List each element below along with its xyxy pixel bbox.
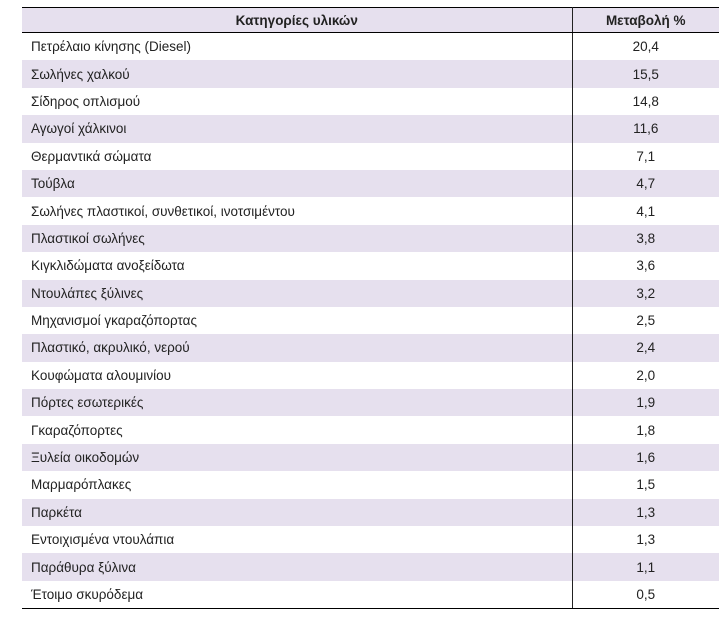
cell-change-percent: 4,7 <box>572 170 719 197</box>
cell-change-percent: 20,4 <box>632 39 659 55</box>
cell-change-percent: 14,8 <box>632 93 659 109</box>
table-row <box>22 334 719 361</box>
cell-category: Ντουλάπες ξύλινες <box>22 280 572 307</box>
cell-change-percent: 3,6 <box>636 258 656 274</box>
cell-category: Σίδηρος οπλισμού <box>22 88 572 115</box>
cell-change-percent: 4,1 <box>636 203 656 219</box>
table-row <box>22 143 719 170</box>
table-row <box>22 499 719 526</box>
cell-category: Έτοιμο σκυρόδεμα <box>22 581 572 609</box>
cell-change-percent: 3,2 <box>572 280 719 307</box>
table-row <box>22 581 719 609</box>
cell-category: Θερμαντικά σώματα <box>22 143 572 170</box>
cell-change-percent: 11,6 <box>572 115 719 142</box>
table-row <box>22 416 719 443</box>
cell-category: Παρκέτα <box>22 499 572 526</box>
table-row <box>22 362 719 389</box>
cell-category: Κουφώματα αλουμινίου <box>22 362 572 389</box>
table-row <box>22 115 719 142</box>
cell-change-percent: 2,4 <box>572 334 719 361</box>
cell-change-percent: 2,0 <box>636 367 656 383</box>
table-row <box>22 444 719 471</box>
table-header-row <box>22 8 719 33</box>
cell-category: Κιγκλιδώματα ανοξείδωτα <box>22 252 572 279</box>
materials-table-container <box>22 7 719 609</box>
cell-category: Παράθυρα ξύλινα <box>22 553 572 580</box>
header-category: Κατηγορίες υλικών <box>22 8 572 33</box>
table-body <box>22 33 719 609</box>
cell-category: Πλαστικοί σωλήνες <box>22 225 572 252</box>
cell-category: Σωλήνες χαλκού <box>22 60 572 87</box>
cell-change-percent: 3,8 <box>572 225 719 252</box>
cell-category: Αγωγοί χάλκινοι <box>22 115 572 142</box>
cell-change-percent: 1,3 <box>572 499 719 526</box>
cell-change-percent: 1,6 <box>572 444 719 471</box>
table-row <box>22 33 719 61</box>
table-row <box>22 252 719 279</box>
cell-change-percent: 2,5 <box>636 313 656 329</box>
header-change-percent: Μεταβολή % <box>572 8 719 33</box>
cell-change-percent: 1,3 <box>636 532 656 548</box>
cell-category: Πλαστικό, ακρυλικό, νερού <box>22 334 572 361</box>
table-row <box>22 389 719 416</box>
cell-category: Γκαραζόπορτες <box>22 416 572 443</box>
table-row <box>22 280 719 307</box>
cell-category: Πετρέλαιο κίνησης (Diesel) <box>22 33 572 61</box>
table-row <box>22 471 719 498</box>
cell-change-percent: 1,8 <box>636 422 656 438</box>
materials-price-change-table <box>22 7 719 609</box>
cell-change-percent: 0,5 <box>572 581 719 609</box>
table-row <box>22 170 719 197</box>
cell-category: Μηχανισμοί γκαραζόπορτας <box>22 307 572 334</box>
cell-category: Τούβλα <box>22 170 572 197</box>
cell-change-percent: 1,9 <box>572 389 719 416</box>
table-row <box>22 225 719 252</box>
table-row <box>22 88 719 115</box>
cell-category: Ξυλεία οικοδομών <box>22 444 572 471</box>
cell-change-percent: 1,1 <box>572 553 719 580</box>
cell-change-percent: 15,5 <box>572 60 719 87</box>
cell-category: Σωλήνες πλαστικοί, συνθετικοί, ινοτσιμέντου <box>22 197 572 224</box>
table-row <box>22 553 719 580</box>
table-row <box>22 197 719 224</box>
cell-category: Μαρμαρόπλακες <box>22 471 572 498</box>
cell-change-percent: 1,5 <box>636 477 656 493</box>
cell-change-percent: 7,1 <box>636 148 656 164</box>
cell-category: Εντοιχισμένα ντουλάπια <box>22 526 572 553</box>
table-row <box>22 60 719 87</box>
table-row <box>22 307 719 334</box>
cell-category: Πόρτες εσωτερικές <box>22 389 572 416</box>
table-row <box>22 526 719 553</box>
